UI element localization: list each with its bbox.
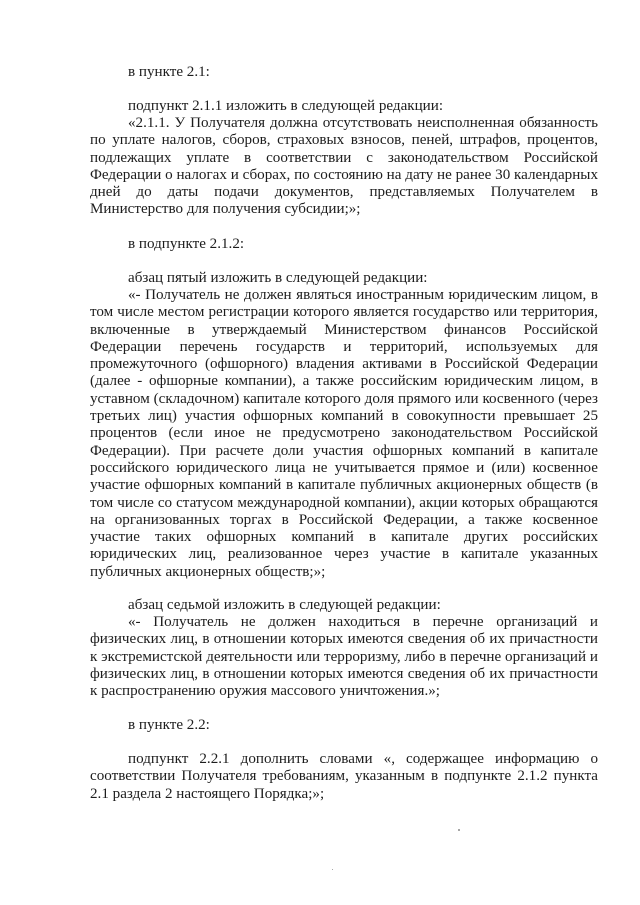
paragraph-seventh-para-text: «- Получатель не должен находиться в перечне организаций и физических лиц, в отношении которых имеются сведения об их причастности к экстремистской деятельности или терроризму, либо в перечне организаций и физических лиц, в отношении которых имеются сведения об их причастности к распространению оружия массового уничтожения.»; <box>90 614 598 700</box>
paragraph-fifth-para-text: «- Получатель не должен являться иностранным юридическим лицом, в том числе местом регистрации которого является государство или территория, включенные в утверждаемый Министерством финансов Российской Федерации перечень государств и территорий, используемых для промежуточного (офшорного) владения активами в Российской Федерации (далее - офшорные компании), а также российским юридическим лицом, в уставном (складочном) капитале которого доля прямого или косвенного (через третьих лиц) участия офшорных компаний в совокупности превышает 25 процентов (если иное не предусмотрено законодательством Российской Федерации). При расчете доли участия офшорных компаний в капитале российского юридического лица не учитывается прямое и (или) косвенное участие офшорных компаний в капитале публичных акционерных обществ (в том числе со статусом международной компании), акции которых обращаются на организованных торгах в Российской Федерации, а также косвенное участие таких офшорных компаний в капитале других российских юридических лиц, реализованное через участие в капитале указанных публичных акционерных обществ;»; <box>90 287 598 580</box>
paragraph-subclause-2-1-1-instruction: подпункт 2.1.1 изложить в следующей редакции: <box>128 98 444 114</box>
paragraph-fifth-para-instruction: абзац пятый изложить в следующей редакции: <box>128 270 428 286</box>
scan-speck <box>332 869 333 870</box>
paragraph-clause-2-1-heading: в пункте 2.1: <box>128 64 210 80</box>
paragraph-subclause-2-1-2-heading: в подпункте 2.1.2: <box>128 236 245 252</box>
paragraph-subclause-2-1-1-text: «2.1.1. У Получателя должна отсутствовать неисполненная обязанность по уплате налогов, сборов, страховых взносов, пеней, штрафов, процентов, подлежащих уплате в соответствии с законодательством Российской Федерации о налогах и сборах, по состоянию на дату не ранее 30 календарных дней до даты подачи документов, представляемых Получателем в Министерство для получения субсидии;»; <box>90 115 598 218</box>
paragraph-seventh-para-instruction: абзац седьмой изложить в следующей редакции: <box>128 597 441 613</box>
scan-speck <box>458 829 460 831</box>
paragraph-clause-2-2-heading: в пункте 2.2: <box>128 717 210 733</box>
paragraph-subclause-2-2-1-text: подпункт 2.2.1 дополнить словами «, содержащее информацию о соответствии Получателя требованиям, указанным в подпункте 2.1.2 пункта 2.1 раздела 2 настоящего Порядка;»; <box>90 751 598 802</box>
